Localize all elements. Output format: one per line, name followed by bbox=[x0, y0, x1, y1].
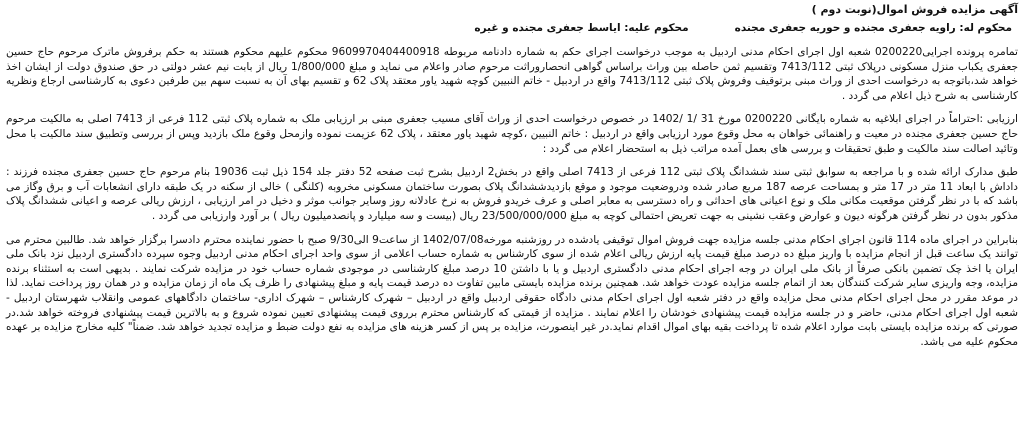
auction-terms-paragraph: بنابراین در اجرای ماده 114 قانون اجرای احکام مدنی جلسه مزایده جهت فروش اموال توقیفی یادشده در روزشنبه مورخه1402/07/08 از ساعت9 الی9/30 صبح با حضور نماینده محترم دادسرا برگزار خواهد شد. طالبین محترم می توانند یک ساعت قبل از انجام مزایده با واریز مبلغ ده درصد مبلغ قیمت پایه ارزش ریالی اعلام شده از سوی کارشناس به شماره حساب اعلامی از سوی واحد اجرای احکام مدنی اردبیل وجوه سپرده دادگستری اردبیل نزد بانک ملی ایران یا اخذ چک تضمین بانکی صرفاً از بانک ملی ایران در وجه اجرای احکام مدنی دادگستری اردبیل و یا با داشتن 10 درصد مبلغ کارشناسی در موجودی شماره حساب خود در مزایده شرکت نمایند . بدیهی است به استثناء برنده مزایده، وجه واریزی سایر شرکت کنندگان بعد از اتمام جلسه مزایده عودت خواهد شد. همچنین برنده مزایده بایستی مابین تفاوت ده درصد قیمت پایه و مبلغ پیشنهادی را ظرف یک ماه از زمان مزایده و در همان روز پرداخت نماید. لذا در موعد مقرر در محل اجرای احکام مدنی محل مزایده واقع در دفتر شعبه اول اجرای احکام مدنی دادگاه حقوقی اردبیل واقع در اردبیل – شهرک کارشناس – شهرک اداری- ساختمان دادگاههای عمومی وانقلاب شهرستان اردبیل - شعبه اول اجرای احکام مدنی، حاضر و در جلسه مزایده قیمت پیشنهادی خودشان را اعلام نمایند . مزایده از قیمتی که کارشناس محترم برروی قیمت پیشنهادی تعیین نموده شروع و به بالاترین قیمت پیشنهادی فروخته خواهد شد.در صورتی که برنده مزایده بایستی بابت موارد اعلام شده تا پرداخت بقیه بهای اموال اقدام نماید.در غیر اینصورت، مزایده بر پس از کسر هزینه های مزایده به نفع دولت ضبط و مزایده تجدید خواهد شد. ضمناً" کلیه مخارج مزایده بر عهده محکوم علیه می باشد. bbox=[6, 233, 1018, 348]
appraisal-paragraph: ارزیابی :احتراماً در اجرای ابلاغیه به شماره بایگانی 0200220 مورخ 31 /1 /1402 در خصوص درخواست احدی از وراث آقای مسیب جعفری مبنی بر ارزیابی ملک به شماره پلاک ثبتی 112 فرعی از 7413 اصلی به مالکیت مرحوم حاج حسین جعفری مجنده در معیت و راهنمائی خواهان به محل وقوع مورد ارزیابی واقع در اردبیل : خاتم النبیین ،کوچه شهید یاور معتقد ، پلاک 62 عزیمت نموده وازمحل وقوع ملک بازدید وپس از بررسی وتطبیق سند مالکیت با محل وتائید اصالت سند مالکیت و طبق تحقیقات و بررسی های بعمل آمده مراتب ذیل به استحضار اعلام می گردد : bbox=[6, 113, 1018, 155]
parties-line bbox=[6, 21, 1018, 36]
execution-paragraph: تمامره پرونده اجرایی0200220 شعبه اول اجرای احکام مدنی اردبیل به موجب درخواست اجرای حکم به شماره دادنامه مربوطه 9609970404400918 محکوم علیهم محکوم هستند به حکم برفروش ماترک مرحوم حاج حسین جعفری یکباب منزل مسکونی درپلاک ثبتی 7413/112 وتقسیم ثمن حاصله بین وراث براساس گواهی انحصاروراثت مرحوم صادر واعلام می نماید و مبلغ 1/800/000 ریال از بابت نیم عشر دولتی در حق صندوق دولت از ایشان اخذ خواهد شد،باتوجه به درخواست احدی از وراث مبنی برتوقیف وفروش پلاک ثبتی 7413/112 واقع در اردبیل - خاتم النبیین کوچه شهید یاور معتقد پلاک 62 و تقسیم بهای آن به نسبت سهم بین طرفین دعوی به کارشناسی ارجاع ونظریه کارشناسی به شرح ذیل اعلام می گردد . bbox=[6, 46, 1018, 102]
plaintiff-label: محکوم له: راویه جعفری مجنده و حوریه جعفری مجنده bbox=[734, 22, 1012, 34]
property-details-paragraph: طبق مدارک ارائه شده و با مراجعه به سوابق ثبتی سند ششدانگ پلاک ثبتی 112 فرعی از 7413 اصلی واقع در بخش2 اردبیل بشرح ثبت صفحه 52 دفتر جلد 154 ذیل ثبت 19036 بنام مرحوم حاج حسین جعفری مجنده فرزند : داداش با ابعاد 11 متر در 17 متر و بمساحت عرصه 187 مربع صادر شده ودروضعیت موجود و موقع بازدیدششدانگ پلاک بصورت ساختمان مسکونی مخروبه (کلنگی ) خالی از سکنه در یک طبقه دارای انشعابات آب و برق وگاز می باشد که با در نظر گرفتن موقعیت مکانی ملک و نوع اعیانی های احداثی و راه دسترسی به معابر اصلی و عرف خریدو فروش به نرخ عادلانه روز وسایر جوانب موثر و دخیل در امر ارزیابی ، ارزش ریالی عرصه و اعیانی ششدانگ پلاک مذکور بدون در نظر گرفتن هرگونه دیون و عوارض وعقب نشینی به جهت تعریض احتمالی کوچه به مبلغ 23/500/000/000 ریال (بیست و سه میلیارد و پانصدمیلیون ریال ) بر آورد وارزیابی می گردد . bbox=[6, 166, 1018, 222]
defendant-label: محکوم علیه: ایاسط جعفری مجنده و غیره bbox=[474, 22, 689, 34]
notice-title: آگهی مزایده فروش اموال(نوبت دوم ) bbox=[811, 3, 1018, 16]
